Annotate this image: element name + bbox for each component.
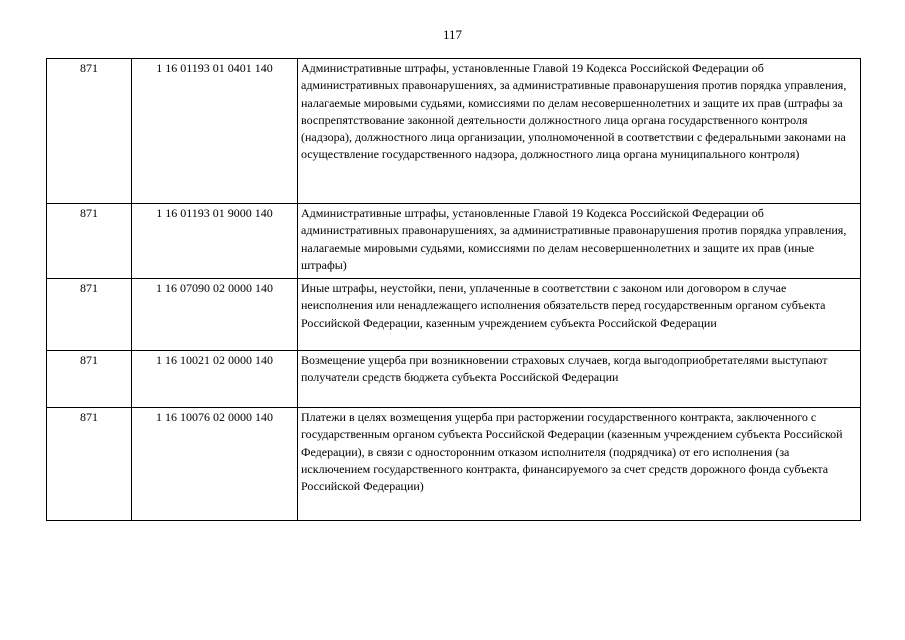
- revenue-code-cell: 1 16 01193 01 9000 140: [132, 204, 298, 279]
- table-row: [47, 59, 861, 204]
- admin-code-cell: 871: [47, 408, 132, 521]
- admin-code-cell: 871: [47, 279, 132, 351]
- table-row: [47, 351, 861, 408]
- revenue-name-cell: Административные штрафы, установленные Главой 19 Кодекса Российской Федерации об административных правонарушениях, за административные правонарушения против порядка управления, налагаемые мировыми судьями, комиссиями по делам несовершеннолетних и защите их прав (иные штрафы): [298, 204, 861, 279]
- revenue-code-cell: 1 16 10021 02 0000 140: [132, 351, 298, 408]
- admin-code-cell: 871: [47, 204, 132, 279]
- revenue-code-cell: 1 16 01193 01 0401 140: [132, 59, 298, 204]
- revenue-name-cell: Иные штрафы, неустойки, пени, уплаченные в соответствии с законом или договором в случае неисполнения или ненадлежащего исполнения обязательств перед государственным органом субъекта Российской Федерации, казенным учреждением субъекта Российской Федерации: [298, 279, 861, 351]
- table-row: [47, 279, 861, 351]
- admin-code-cell: 871: [47, 351, 132, 408]
- table-row: [47, 204, 861, 279]
- revenue-name-cell: Возмещение ущерба при возникновении страховых случаев, когда выгодоприобретателями выступают получатели средств бюджета субъекта Российской Федерации: [298, 351, 861, 408]
- revenue-name-cell: Административные штрафы, установленные Главой 19 Кодекса Российской Федерации об административных правонарушениях, за административные правонарушения против порядка управления, налагаемые мировыми судьями, комиссиями по делам несовершеннолетних и защите их прав (штрафы за воспрепятствование законной деятельности должностного лица органа государственного контроля (надзора), должностного лица организации, уполномоченной в соответствии с федеральными законами на осуществление государственного надзора, должностного лица органа муниципального контроля): [298, 59, 861, 204]
- admin-code-cell: 871: [47, 59, 132, 204]
- revenue-codes-table: [46, 58, 861, 521]
- revenue-code-cell: 1 16 07090 02 0000 140: [132, 279, 298, 351]
- revenue-code-cell: 1 16 10076 02 0000 140: [132, 408, 298, 521]
- revenue-name-cell: Платежи в целях возмещения ущерба при расторжении государственного контракта, заключенного с государственным органом субъекта Российской Федерации (казенным учреждением субъекта Российской Федерации), в связи с односторонним отказом исполнителя (подрядчика) от его исполнения (за исключением государственного контракта, финансируемого за счет средств дорожного фонда субъекта Российской Федерации): [298, 408, 861, 521]
- page-number: 117: [442, 27, 463, 42]
- table-row: [47, 408, 861, 521]
